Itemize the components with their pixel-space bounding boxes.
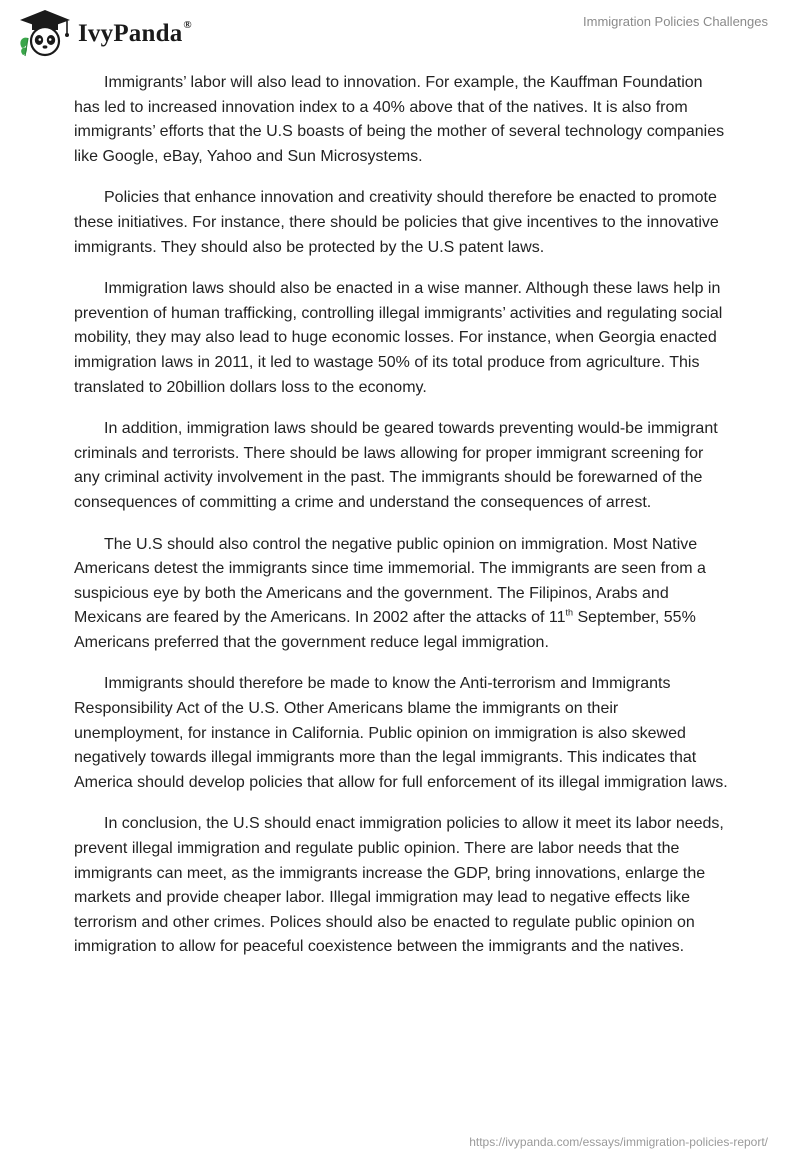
brand-name-text: IvyPanda	[78, 20, 183, 47]
paragraph: In addition, immigration laws should be geared towards preventing would-be immigrant criminals and terrorists. There should be laws allowing for proper immigrant screening for any criminal activity involvement in the past. The immigrants should be forewarned of the consequences of committing a crime and understand the consequences of arrest.	[74, 420, 718, 511]
paragraph: Immigration laws should also be enacted in a wise manner. Although these laws help in prevention of human trafficking, controlling illegal immigrants’ activities and regulating social mobility, they may also lead to huge economic losses. For instance, when Georgia enacted immigration laws in 2011, it led to wastage 50% of its total produce from agriculture. This translated to 20billion dollars loss to the economy.	[74, 280, 723, 396]
registered-mark: ®	[183, 18, 192, 31]
paragraph	[74, 533, 728, 656]
page-header	[0, 0, 800, 70]
paragraph: Immigrants should therefore be made to know the Anti-terrorism and Immigrants Responsibility Act of the U.S. Other Americans blame the immigrants on their unemployment, for instance in California. Public opinion on immigration is also skewed negatively towards illegal immigrants more than the legal immigrants. This indicates that America should develop policies that allow for full enforcement of its illegal immigration laws.	[74, 675, 728, 791]
ivypanda-logo[interactable]	[16, 8, 192, 58]
paragraph-text-after: September, 55% Americans preferred that the government reduce legal immigration.	[74, 609, 696, 651]
ordinal-superscript: th	[565, 607, 574, 618]
panda-graduate-logo-icon	[16, 8, 74, 58]
essay-body	[74, 71, 728, 977]
brand-name	[78, 20, 192, 48]
document-title: Immigration Policies Challenges	[583, 14, 768, 29]
paragraph: Policies that enhance innovation and creativity should therefore be enacted to promote these initiatives. For instance, there should be policies that give incentives to the innovative immigrants. They should also be protected by the U.S patent laws.	[74, 189, 719, 256]
paragraph: Immigrants’ labor will also lead to innovation. For example, the Kauffman Foundation has led to increased innovation index to a 40% above that of the natives. It is also from immigrants’ efforts that the U.S boasts of being the mother of several technology companies like Google, eBay, Yahoo and Sun Microsystems.	[74, 74, 725, 165]
source-url[interactable]: https://ivypanda.com/essays/immigration-policies-report/	[469, 1135, 768, 1149]
paragraph-text-before: The U.S should also control the negative public opinion on immigration. Most Native Americans detest the immigrants since time immemorial. The immigrants are seen from a suspicious eye by both the Americans and the government. The Filipinos, Arabs and Mexicans are feared by the Americans. In 2002 after the attacks of 11	[74, 535, 706, 627]
paragraph: In conclusion, the U.S should enact immigration policies to allow it meet its labor needs, prevent illegal immigration and regulate public opinion. There are labor needs that the immigrants can meet, as the immigrants increase the GDP, bring innovations, enlarge the markets and provide cheaper labor. Illegal immigration may lead to negative effects like terrorism and other crimes. Polices should also be enacted to regulate public opinion on immigration to allow for peaceful coexistence between the immigrants and the natives.	[74, 815, 724, 956]
